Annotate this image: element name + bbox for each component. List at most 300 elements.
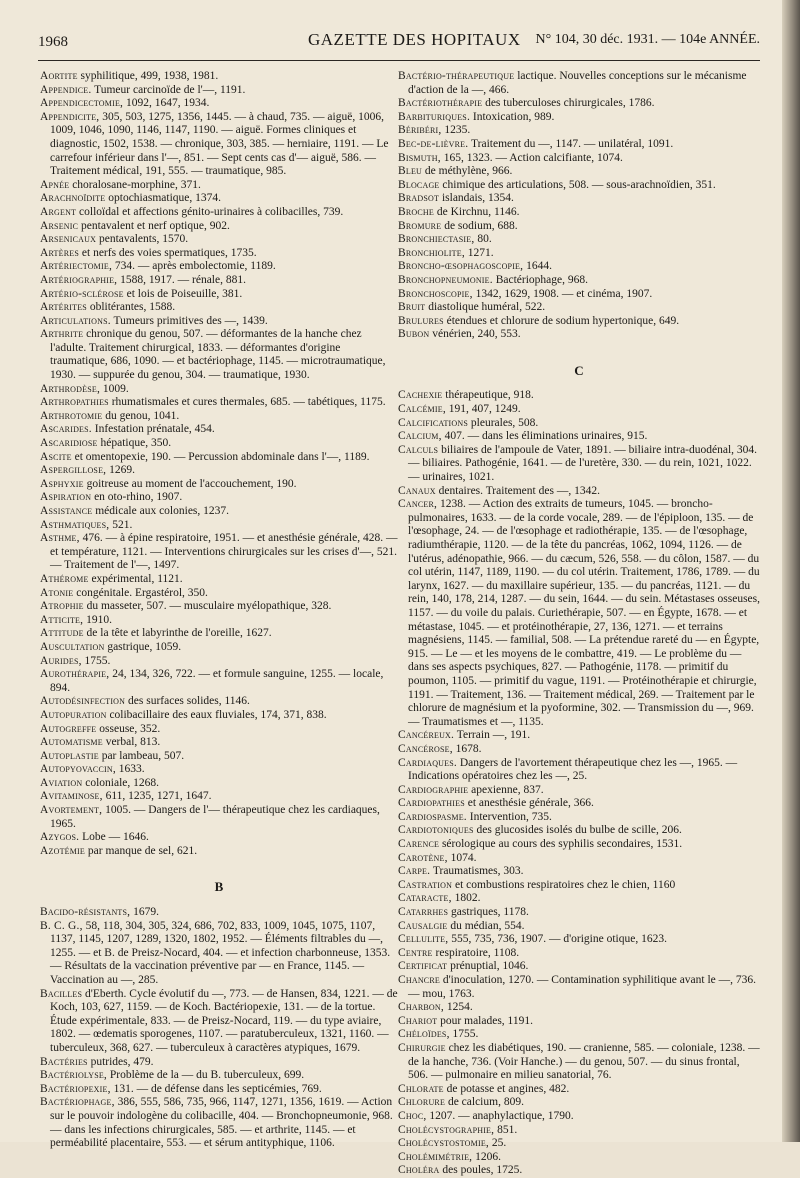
index-entry [40,410,398,424]
index-entry [398,97,760,111]
entry-text: 1074. [450,851,477,864]
entry-heading: Appendicite, [40,110,100,123]
index-entry [398,933,760,947]
entry-heading: Arsenicaux [40,233,97,246]
entry-text: pleurales, 508. [470,416,539,429]
entry-text: 80. [477,233,492,246]
entry-heading: Canaux [398,484,436,497]
entry-text: Problème de la — du B. tuberculeux, 699. [109,1069,305,1082]
index-entry [398,906,760,920]
index-entry [398,1164,760,1178]
entry-heading: Cancérose, [398,742,453,755]
entry-text: 521. [112,518,133,531]
index-entry [398,498,760,729]
entry-heading: Bismuth, [398,151,441,164]
entry-heading: Cancer, [398,498,438,511]
entry-heading: Autopyovaccin, [40,763,116,776]
entry-heading: Articulations. [40,314,111,327]
entry-text: de la tête et labyrinthe de l'oreille, 1627. [86,627,272,640]
entry-text: diastolique huméral, 522. [428,301,546,314]
index-entry [398,920,760,934]
entry-text: Traumatismes, 303. [432,865,524,878]
index-entry [398,1137,760,1151]
entry-heading: Arachnoïdite [40,192,106,205]
entry-text: Bactériophage, 968. [495,273,589,286]
issue-info: N° 104, 30 déc. 1931. — 104e ANNÉE. [535,32,760,47]
entry-heading: Asphyxie [40,477,84,490]
entry-text: de potasse et angines, 482. [446,1082,570,1095]
index-entry [398,1028,760,1042]
entry-heading: Azygos. [40,831,80,844]
index-entry [398,838,760,852]
index-entry [398,485,760,499]
entry-heading: Bronchiolite, [398,246,465,259]
entry-text: d'Eberth. Cycle évolutif du —, 773. — de Hansen, 834, 1221. — de Koch, 103, 627, 1159. — de Koch. Bactériopexie, 131. — de la tortue. Étude expérimentale, 833. — de Preisz-Nocard, 119. — du type aviaire, 1802. — œdematis sporogenes, 1107. — paratuberculeux, 1321, 1160. — tuberculeux, 368, 627. — tuberculeux à caractères atypiques, 1679. [50,987,398,1054]
entry-text: dentaires. Traitement des —, 1342. [438,484,600,497]
entry-heading: Charbon, [398,1001,444,1014]
entry-text: 555, 735, 736, 1907. — d'origine otique, 1623. [451,933,667,946]
entry-heading: Appendicectomie, [40,97,124,110]
index-entry [398,852,760,866]
index-entry [398,797,760,811]
entry-heading: Aspiration [40,491,92,504]
entry-text: 476. — à épine respiratoire, 1951. — et anesthésie générale, 428. — et température, 1121. — Interventions chirurgicales sur les crises d'—, 521. — Traitement de l'—, 1497. [50,532,398,572]
index-entry [398,403,760,417]
entry-heading: Bronchoscopie, [398,287,473,300]
index-entry [398,152,760,166]
entry-heading: Carotène, [398,851,448,864]
index-entry [398,288,760,302]
entry-heading: Autodésinfection [40,695,126,708]
index-entry [40,464,398,478]
entry-heading: Artériectomie, [40,260,113,273]
entry-text: Intervention, 735. [469,810,552,823]
entry-heading: Barbituriques. [398,110,471,123]
index-entry [398,389,760,403]
entry-heading: Calcifications [398,416,469,429]
entry-heading: Bacilles [40,987,83,1000]
index-entry [40,532,398,573]
index-entry [398,70,760,97]
left-column [40,70,398,1151]
entry-heading: Attitude [40,627,84,640]
entry-heading: Bactériolyse, [40,1069,108,1082]
entry-heading: Chariot [398,1014,438,1027]
entry-text: 1679. [133,906,159,919]
index-entry [40,906,398,920]
entry-text: 1755. [452,1028,479,1041]
entry-heading: Cholémimétrie, [398,1150,473,1163]
index-entry [398,1001,760,1015]
entry-text: 386, 555, 586, 735, 966, 1147, 1271, 1356, 1619. — Action sur le pouvoir indologène du colibacille, 404. — Bronchopneumonie, 968. — dans les infections chirurgicales, 585. — et arthrite, 1145. — et perméabilité placentaire, 553. — et sérum antityphique, 1106. [50,1096,393,1150]
index-entry [398,1042,760,1083]
entry-heading: Azotémie [40,844,86,857]
entry-heading: Arthropathies [40,396,109,409]
index-entry [40,111,398,179]
entry-text: 1678. [455,742,482,755]
entry-heading: Arthrotomie [40,409,103,422]
index-entry [40,220,398,234]
entry-text: 58, 118, 304, 305, 324, 686, 702, 833, 1009, 1045, 1075, 1107, 1137, 1145, 1207, 1289, 1320, 1802, 1952. — Éléments filtrables du —, 1255. — et B. de Preisz-Nocard, 404. — et infection charbonneuse, 1353. — Résultats de la vaccination préventive par — en France, 1145. — Vaccination au —, 285. [50,919,391,986]
entry-text: osseuse, 352. [99,722,161,735]
entry-text: pentavalent et nerf optique, 902. [81,219,230,232]
entry-heading: Arthrite [40,328,84,341]
entry-heading: Bradsot [398,192,440,205]
index-entry [398,1015,760,1029]
entry-text: thérapeutique, 918. [445,389,534,402]
entry-text: verbal, 813. [105,736,161,749]
entry-text: 1254. [446,1001,473,1014]
index-entry [40,709,398,723]
entry-heading: Avitaminose, [40,790,103,803]
index-entry [398,879,760,893]
entry-text: médicale aux colonies, 1237. [95,505,230,517]
index-entry [40,614,398,628]
index-entry [40,206,398,220]
entry-heading: Cholécystostomie, [398,1137,489,1150]
index-entry [40,845,398,859]
index-entry [40,723,398,737]
entry-text: vénérien, 240, 553. [432,328,521,341]
index-entry [40,641,398,655]
entry-text: 131. — de défense dans les septicémies, 769. [113,1082,322,1095]
entry-heading: Athérome [40,572,89,585]
entry-text: et omentopexie, 190. — Percussion abdominale dans l'—, 1189. [74,450,370,463]
entry-text: Intoxication, 989. [472,110,555,123]
index-entry [40,328,398,382]
index-entry [398,1083,760,1097]
entry-heading: Bactériothérapie [398,97,483,110]
entry-text: sérologique au cours des syphilis secondaires, 1531. [441,838,683,851]
entry-heading: Bleu [398,165,423,178]
entry-text: et combustions respiratoires chez le chien, 1160 [455,878,676,891]
index-entry [398,729,760,743]
entry-text: Infestation prénatale, 454. [94,423,215,436]
entry-heading: Artères [40,246,80,259]
entry-heading: Argent [40,205,77,218]
index-entry [40,315,398,329]
entry-heading: Bactério-thérapeutique [398,70,515,82]
entry-heading: Aortite [40,70,78,82]
index-entry [398,430,760,444]
entry-heading: Cardiopathies [398,797,465,810]
index-entry [40,1069,398,1083]
right-column [398,70,760,1178]
index-entry [40,695,398,709]
entry-heading: Bronchiectasie, [398,233,475,246]
index-entry [40,179,398,193]
entry-text: 1005. — Dangers de l'— thérapeutique chez les cardiaques, 1965. [50,804,380,830]
entry-heading: Carpe. [398,865,431,878]
index-entry [40,736,398,750]
entry-text: optochiasmatique, 1374. [108,192,221,205]
entry-text: 1802. [454,892,481,905]
header-rule [38,60,760,61]
index-entry [40,437,398,451]
entry-text: 1271. [467,246,494,259]
entry-text: colloïdal et affections génito-urinaires à colibacilles, 739. [79,205,344,218]
entry-text: des glucosides isolés du bulbe de scille, 206. [476,824,682,837]
index-entry [398,1096,760,1110]
index-entry [398,328,760,342]
entry-text: expérimental, 1121. [91,572,183,585]
entry-heading: Aviation [40,776,83,789]
entry-heading: Calcémie, [398,403,446,416]
index-entry [40,750,398,764]
index-entry [40,519,398,533]
entry-heading: Asthmatiques, [40,518,110,531]
index-entry [398,865,760,879]
index-entry [40,505,398,519]
entry-heading: Aurothérapie, [40,668,110,681]
entry-heading: Certificat [398,960,448,973]
entry-text: syphilitique, 499, 1938, 1981. [80,70,219,82]
entry-text: Tumeurs primitives des —, 1439. [113,314,268,327]
entry-text: islandais, 1354. [441,192,514,205]
entry-text: 1009. [102,382,129,395]
entry-text: lactique. Nouvelles conceptions sur le mécanisme d'action de la —, 466. [408,70,747,96]
entry-heading: B. C. G., [40,919,83,932]
entry-text: oblitérantes, 1588. [89,301,176,314]
entry-text: 1755. [84,654,111,667]
entry-heading: Catarrhes [398,906,449,919]
entry-text: 25. [491,1137,507,1150]
entry-text: étendues et chlorure de sodium hypertonique, 649. [446,314,680,327]
entry-heading: Asthme, [40,532,80,545]
entries-a [40,70,398,858]
entry-text: 407. — dans les éliminations urinaires, 915. [444,430,648,443]
entry-text: et lois de Poiseuille, 381. [126,287,243,300]
page-header [38,30,760,54]
entry-heading: Auscultation [40,640,105,653]
entry-heading: Artério-sclérose [40,287,124,300]
entry-text: d'inoculation, 1270. — Contamination syphilitique avant le —, 736. — mou, 1763. [408,974,757,1000]
index-entry [398,784,760,798]
entry-text: 305, 503, 1275, 1356, 1445. — à chaud, 735. — aiguë, 1006, 1009, 1046, 1090, 1146, 1147, 1190. — aiguë. Formes cliniques et diagnostic, 1502, 1538. — chronique, 303, 385. — herniaire, 1191. — Le carrefour inférieur dans l'—, 851. — Sept cents cas d'— aiguë, 586. — Traitement médical, 191, 555. — traumatique, 985. [50,110,389,178]
index-entry [40,192,398,206]
index-entry [40,396,398,410]
index-entry [40,451,398,465]
index-entry [398,1151,760,1165]
index-entry [40,478,398,492]
entry-text: et nerfs des voies spermatiques, 1735. [81,246,257,259]
index-entry [40,274,398,288]
section-letter-b: B [214,879,224,895]
index-entry [398,1110,760,1124]
entry-heading: Bromure [398,219,442,232]
index-entry [40,1083,398,1097]
entry-text: 1092, 1647, 1934. [126,97,210,110]
entry-text: gastrique, 1059. [107,640,182,653]
entry-text: rhumatismales et cures thermales, 685. — tabétiques, 1175. [111,396,386,409]
entry-heading: Broche [398,205,434,218]
index-entry [398,179,760,193]
index-entry [398,811,760,825]
index-entry [40,763,398,777]
index-entry [398,206,760,220]
entry-text: chez les diabétiques, 190. — cranienne, 585. — coloniale, 1238. — de la hanche, 736. (Voir Hanche.) — du genou, 507. — du sinus frontal, 506. — pulmonaire en milieu sanatorial, 76. [408,1041,760,1082]
index-entry [40,233,398,247]
entry-text: de Kirchnu, 1146. [436,205,520,218]
entry-text: 24, 134, 326, 722. — et formule sanguine, 1255. — locale, 894. [50,668,384,694]
entry-heading: Autopuration [40,708,107,721]
entry-text: 1235. [444,124,471,137]
entry-text: 191, 407, 1249. [448,403,521,416]
index-entry [398,220,760,234]
index-entry [40,988,398,1056]
entry-text: du genou, 1041. [105,409,180,422]
entry-text: du masseter, 507. — musculaire myélopathique, 328. [86,600,332,613]
entry-text: pour malades, 1191. [440,1014,534,1027]
index-entry [398,892,760,906]
index-entry [398,260,760,274]
entry-heading: Bacido-résistants, [40,906,131,919]
entry-heading: Bruit [398,301,426,314]
index-entry [398,315,760,329]
entry-text: et anesthésie générale, 366. [467,797,594,810]
entries-b [40,906,398,1151]
entry-text: coloniale, 1268. [85,776,159,789]
page-number: 1968 [38,34,68,50]
entry-text: chronique du genou, 507. — déformantes de la hanche chez l'adulte. Traitement chirurgical, 1833. — déformantes d'origine traumatique, 686, 1090. — et bactériophage, 1145. — microtraumatique, 1930. — suppurée du genou, 304. — traumatique, 1930. [50,328,386,382]
entry-heading: Avortement, [40,804,103,817]
entry-heading: Broncho-œsophagoscopie, [398,260,524,273]
entry-text: des tuberculoses chirurgicales, 1786. [485,97,655,110]
index-entry [398,247,760,261]
entry-heading: Cellulite, [398,933,449,946]
entry-text: Dangers de l'avortement thérapeutique chez les —, 1965. — Indications opératoires chez les —, 25. [408,756,738,783]
index-entry [40,655,398,669]
entry-heading: Bactériophage, [40,1096,115,1109]
entry-text: congénitale. Ergastérol, 350. [76,586,208,599]
entries-b-continued [398,70,760,342]
entry-text: 611, 1235, 1271, 1647. [105,790,212,803]
entry-text: Traitement du —, 1147. — unilatéral, 1091. [471,137,674,150]
entry-heading: Chancre [398,974,440,986]
entry-text: par lambeau, 507. [101,749,185,762]
entry-text: gastriques, 1178. [451,906,529,919]
entry-heading: Arsenic [40,219,79,232]
entry-heading: Appendice. [40,83,92,96]
entry-heading: Autogreffe [40,722,97,735]
entry-text: de méthylène, 966. [424,165,513,178]
entry-text: 1644. [526,260,552,273]
entry-heading: Atrophie [40,600,84,613]
entry-heading: Automatisme [40,736,103,749]
entry-heading: Ascite [40,450,72,463]
entry-heading: Castration [398,878,453,891]
index-entry [40,920,398,988]
entry-heading: Bactériopexie, [40,1082,111,1095]
entry-text: goitreuse au moment de l'accouchement, 190. [86,477,297,490]
entry-heading: Calculs [398,443,439,456]
index-entry [398,138,760,152]
entry-heading: Chlorure [398,1096,446,1109]
index-entry [40,84,398,98]
index-entry [40,831,398,845]
index-entry [40,247,398,261]
index-entry [40,1056,398,1070]
index-entry [40,423,398,437]
index-entry [40,383,398,397]
index-entry [398,192,760,206]
entry-text: 1910. [86,613,112,626]
index-entry [398,974,760,1001]
entry-heading: Artériographie, [40,273,118,286]
index-entry [40,260,398,274]
entry-heading: Carence [398,838,440,851]
index-entry [398,165,760,179]
index-entry [398,960,760,974]
entry-text: en oto-rhino, 1907. [94,491,183,504]
index-entry [40,627,398,641]
entry-heading: Chirurgie [398,1041,446,1054]
entry-text: 1207. — anaphylactique, 1790. [429,1109,574,1122]
entry-heading: Atticite, [40,613,84,626]
entry-text: apexienne, 837. [471,783,544,796]
entry-text: 1588, 1917. — rénale, 881. [120,273,246,286]
entry-text: des poules, 1725. [442,1164,523,1177]
entry-text: de calcium, 809. [447,1096,524,1109]
entry-heading: Chéloïdes, [398,1028,450,1041]
entry-text: Terrain —, 191. [456,729,531,742]
index-entry [40,600,398,614]
index-entry [40,804,398,831]
index-entry [40,777,398,791]
entry-heading: Béribéri, [398,124,442,137]
entry-heading: Cholécystographie, [398,1123,495,1136]
index-entry [40,668,398,695]
entry-text: Lobe — 1646. [82,831,149,844]
entry-heading: Assistance [40,505,93,517]
entry-heading: Ascaridiose [40,437,98,450]
index-entry [40,587,398,601]
entry-heading: Cardiotoniques [398,824,474,837]
entry-heading: Arthrodèse, [40,382,101,395]
entry-text: prénuptial, 1046. [450,960,529,973]
entry-heading: Cataracte, [398,892,452,905]
index-entry [398,757,760,784]
index-entry [398,444,760,485]
entry-heading: Choc, [398,1109,427,1122]
entries-c [398,389,760,1177]
entry-text: choralosane-morphine, 371. [72,178,201,191]
entry-text: putrides, 479. [90,1055,154,1068]
index-entry [40,573,398,587]
index-entry [398,111,760,125]
index-entry [40,301,398,315]
entry-text: du médian, 554. [450,919,525,932]
entry-heading: Autoplastie [40,749,99,762]
index-entry [40,288,398,302]
entry-text: biliaires de l'ampoule de Vater, 1891. — biliaire intra-duodénal, 304. — biliaires. Pathogénie, 1641. — de l'uretère, 330. — du rein, 1021, 1022. — urinaires, 1021. [408,443,758,484]
entry-heading: Brulures [398,314,444,327]
entry-text: pentavalents, 1570. [98,233,189,246]
index-entry [40,70,398,84]
entry-text: respiratoire, 1108. [435,946,520,959]
entry-heading: Causalgie [398,919,448,932]
index-entry [40,790,398,804]
index-entry [398,1124,760,1138]
entry-heading: Atonie [40,586,74,599]
entry-text: 1633. [118,763,145,776]
entry-heading: Bec-de-lièvre. [398,137,469,150]
entry-text: Tumeur carcinoïde de l'—, 1191. [94,83,246,96]
entry-text: de sodium, 688. [444,219,518,232]
entry-heading: Blocage [398,178,440,191]
entry-heading: Aurides, [40,654,82,667]
entry-text: 1269. [109,464,135,477]
